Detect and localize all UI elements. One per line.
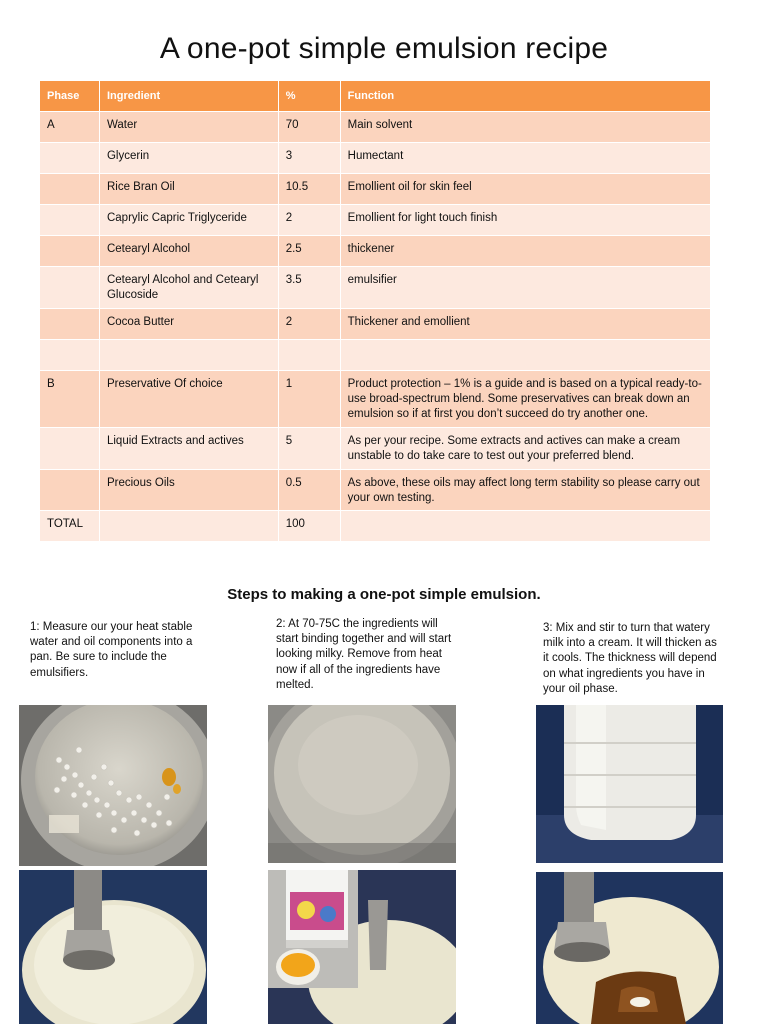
cell-phase (40, 205, 100, 236)
cell-function: Main solvent (340, 112, 710, 143)
cell-ingredient: Cocoa Butter (99, 308, 278, 339)
cell-function (340, 339, 710, 370)
recipe-table (39, 80, 711, 542)
table-row (40, 143, 711, 174)
cell-ingredient (99, 339, 278, 370)
cell-percent: 1 (278, 370, 340, 427)
table-row (40, 469, 711, 511)
cell-percent: 10.5 (278, 174, 340, 205)
cell-percent (278, 339, 340, 370)
table-row (40, 236, 711, 267)
cell-function: thickener (340, 236, 710, 267)
cell-function: Emollient for light touch finish (340, 205, 710, 236)
cell-ingredient: Liquid Extracts and actives (99, 427, 278, 469)
cell-percent: 70 (278, 112, 340, 143)
table-row (40, 427, 711, 469)
cell-phase: B (40, 370, 100, 427)
cell-phase (40, 308, 100, 339)
table-row (40, 267, 711, 309)
cell-ingredient: Cetearyl Alcohol and Cetearyl Glucoside (99, 267, 278, 309)
table-row (40, 370, 711, 427)
cell-phase (40, 469, 100, 511)
cell-percent: 5 (278, 427, 340, 469)
cell-percent: 0.5 (278, 469, 340, 511)
cell-function: Product protection – 1% is a guide and is based on a typical ready-to-use broad-spectrum blend. Some preservatives can break down an emulsion so if at first you don’t succeed do try another one. (340, 370, 710, 427)
cell-function (340, 511, 710, 542)
cell-percent: 2 (278, 308, 340, 339)
cell-function: As above, these oils may affect long term stability so please carry out your own testing. (340, 469, 710, 511)
cell-ingredient: Preservative Of choice (99, 370, 278, 427)
step-1-pan-photo (19, 705, 207, 866)
cell-ingredient: Caprylic Capric Triglyceride (99, 205, 278, 236)
cell-ingredient: Water (99, 112, 278, 143)
cell-phase: A (40, 112, 100, 143)
table-row (40, 174, 711, 205)
cell-phase (40, 267, 100, 309)
cell-function: As per your recipe. Some extracts and actives can make a cream unstable to do take care to test out your preferred blend. (340, 427, 710, 469)
cell-phase (40, 143, 100, 174)
header-ingredient: Ingredient (99, 81, 278, 112)
cell-percent: 3.5 (278, 267, 340, 309)
cell-ingredient: Cetearyl Alcohol (99, 236, 278, 267)
table-row (40, 308, 711, 339)
step-3-jug-photo (536, 705, 723, 863)
cell-percent: 100 (278, 511, 340, 542)
step-3-blender-photo (536, 872, 723, 1024)
cell-phase (40, 174, 100, 205)
header-function: Function (340, 81, 710, 112)
cell-percent: 3 (278, 143, 340, 174)
cell-function: Humectant (340, 143, 710, 174)
cell-phase (40, 236, 100, 267)
header-percent: % (278, 81, 340, 112)
step-2-milky-photo (268, 705, 456, 863)
table-header-row (40, 81, 711, 112)
cell-ingredient (99, 511, 278, 542)
cell-percent: 2 (278, 205, 340, 236)
cell-percent: 2.5 (278, 236, 340, 267)
cell-ingredient: Glycerin (99, 143, 278, 174)
cell-ingredient: Rice Bran Oil (99, 174, 278, 205)
step-1-blender-photo (19, 870, 207, 1024)
page-title: A one-pot simple emulsion recipe (159, 32, 609, 65)
cell-phase: TOTAL (40, 511, 100, 542)
step-2-text: 2: At 70-75C the ingredients will start binding together and will start looking milky. Remove from heat now if all of the ingredients have melted. (276, 618, 452, 691)
cell-phase (40, 339, 100, 370)
cell-function: Emollient oil for skin feel (340, 174, 710, 205)
step-2-oils-photo (268, 870, 456, 1024)
cell-phase (40, 427, 100, 469)
table-row (40, 339, 711, 370)
steps-title: Steps to making a one-pot simple emulsion. (227, 586, 541, 603)
table-row-total (40, 511, 711, 542)
cell-ingredient: Precious Oils (99, 469, 278, 511)
cell-function: emulsifier (340, 267, 710, 309)
table-row (40, 205, 711, 236)
step-3-text: 3: Mix and stir to turn that watery milk into a cream. It will thicken as it cools. The thickness will depend on what ingredients you have in your oil phase. (543, 622, 717, 695)
cell-function: Thickener and emollient (340, 308, 710, 339)
table-row (40, 112, 711, 143)
header-phase: Phase (40, 81, 100, 112)
step-1-text: 1: Measure our your heat stable water and oil components into a pan. Be sure to include the emulsifiers. (30, 621, 193, 679)
